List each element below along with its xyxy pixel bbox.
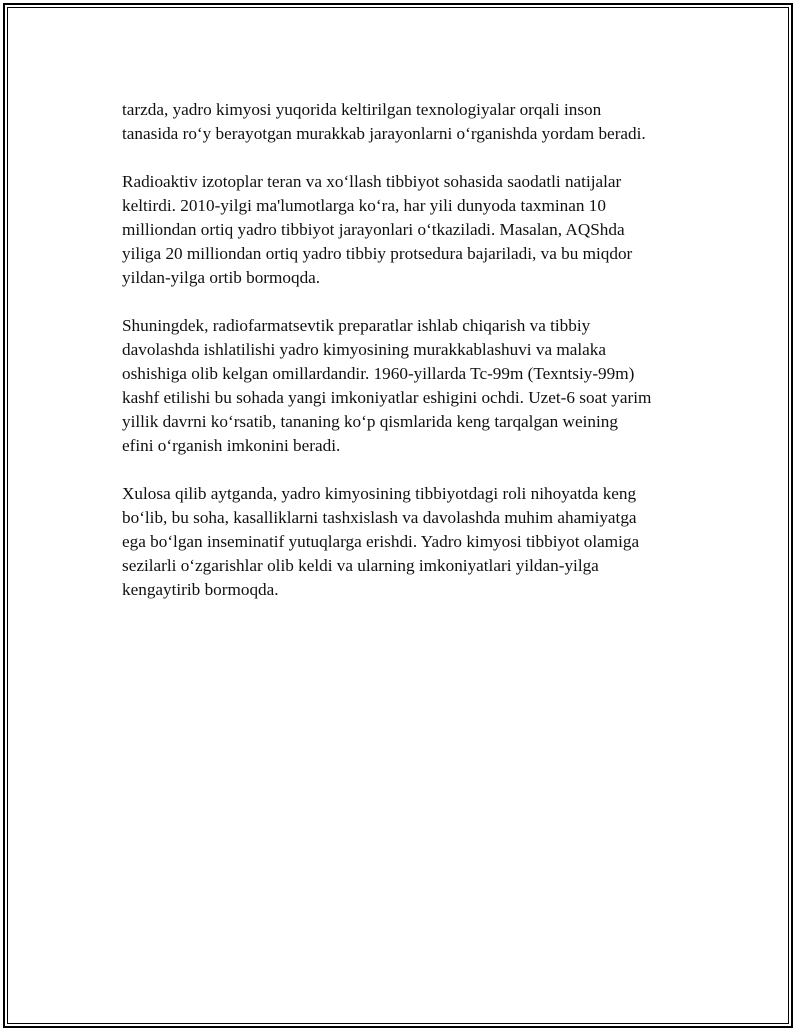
paragraph-4	[122, 482, 697, 602]
paragraph-line: bo‘lib, bu soha, kasalliklarni tashxislash va davolashda muhim ahamiyatga	[122, 508, 637, 527]
paragraph-line: yiliga 20 milliondan ortiq yadro tibbiy protsedura bajariladi, va bu miqdor	[122, 244, 633, 263]
paragraph-line: Xulosa qilib aytganda, yadro kimyosining tibbiyotdagi roli nihoyatda keng	[122, 484, 637, 503]
paragraph-line: oshishiga olib kelgan omillardandir. 1960-yillarda Tc-99m (Texntsiy-99m)	[122, 364, 635, 383]
paragraph-3	[122, 314, 697, 458]
paragraph-line: yillik davrni ko‘rsatib, tananing ko‘p qismlarida keng tarqalgan weining	[122, 412, 618, 431]
document-body	[122, 98, 697, 626]
paragraph-line: ega bo‘lgan inseminatif yutuqlarga erishdi. Yadro kimyosi tibbiyot olamiga	[122, 532, 640, 551]
paragraph-line: kashf etilishi bu sohada yangi imkoniyatlar eshigini ochdi. Uzet-6 soat yarim	[122, 388, 652, 407]
page-border	[3, 3, 793, 1028]
paragraph-2	[122, 170, 697, 290]
paragraph-line: sezilarli o‘zgarishlar olib keldi va ularning imkoniyatlari yildan-yilga	[122, 556, 599, 575]
paragraph-line: Radioaktiv izotoplar teran va xo‘llash tibbiyot sohasida saodatli natijalar	[122, 172, 622, 191]
paragraph-1	[122, 98, 697, 146]
paragraph-line: tarzda, yadro kimyosi yuqorida keltirilgan texnologiyalar orqali inson	[122, 100, 602, 119]
paragraph-line: tanasida ro‘y berayotgan murakkab jarayonlarni o‘rganishda yordam beradi.	[122, 124, 646, 143]
paragraph-line: Shuningdek, radiofarmatsevtik preparatlar ishlab chiqarish va tibbiy	[122, 316, 591, 335]
paragraph-line: davolashda ishlatilishi yadro kimyosining murakkablashuvi va malaka	[122, 340, 607, 359]
paragraph-line: kengaytirib bormoqda.	[122, 580, 279, 599]
paragraph-line: keltirdi. 2010-yilgi ma'lumotlarga ko‘ra, har yili dunyoda taxminan 10	[122, 196, 606, 215]
paragraph-line: milliondan ortiq yadro tibbiyot jarayonlari o‘tkaziladi. Masalan, AQShda	[122, 220, 625, 239]
paragraph-line: efini o‘rganish imkonini beradi.	[122, 436, 341, 455]
paragraph-line: yildan-yilga ortib bormoqda.	[122, 268, 321, 287]
